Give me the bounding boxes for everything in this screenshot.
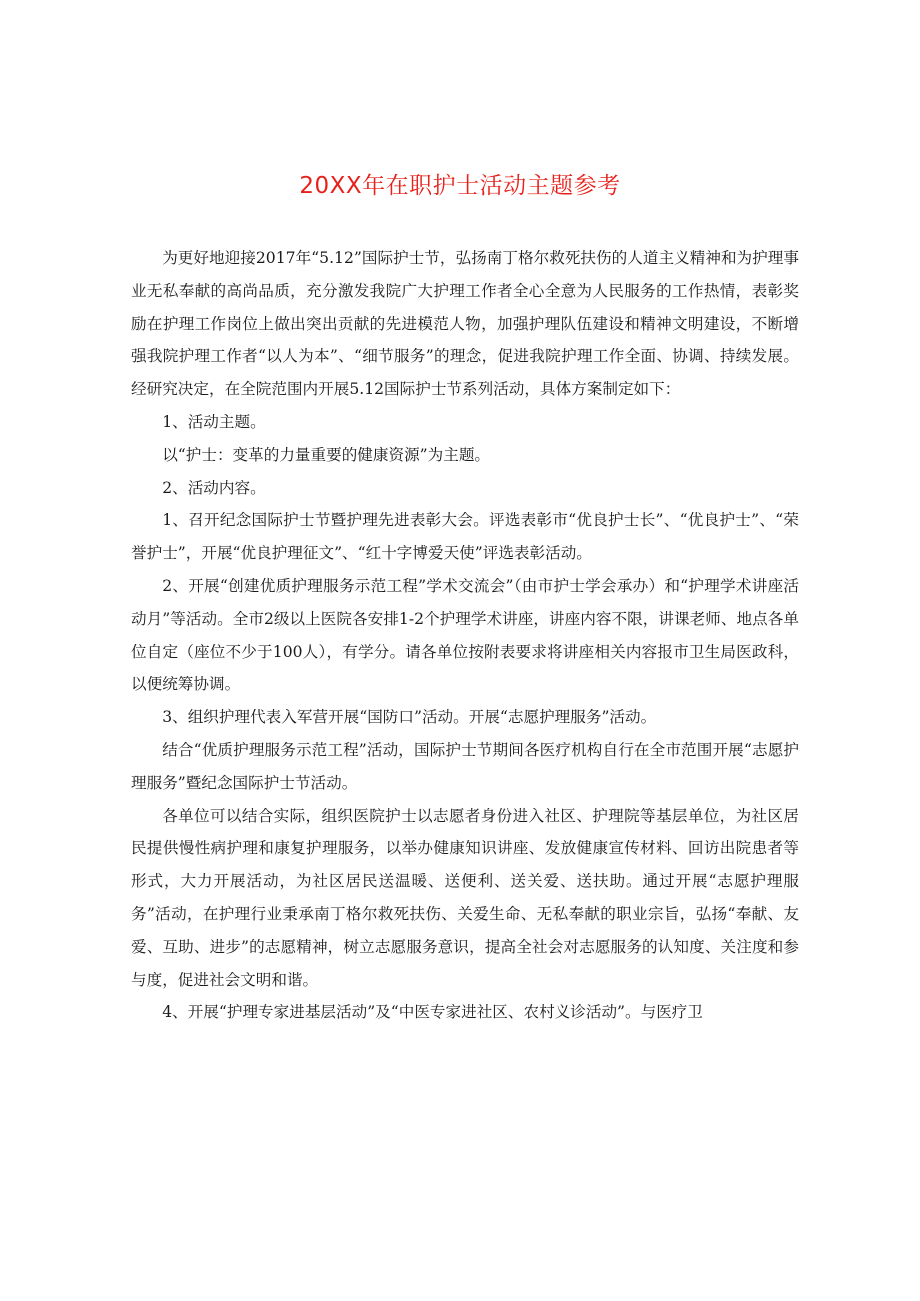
intro-paragraph: 为更好地迎接2017年“5.12”国际护士节，弘扬南丁格尔救死扶伤的人道主义精神和为护理事业无私奉献的高尚品质，充分激发我院广大护理工作者全心全意为人民服务的工作热情，表彰奖励在护理工作岗位上做出突出贡献的先进模范人物，加强护理队伍建设和精神文明建设，不断增强我院护理工作者“以人为本”、“细节服务”的理念，促进我院护理工作全面、协调、持续发展。经研究决定，在全院范围内开展5.12国际护士节系列活动，具体方案制定如下： <box>131 249 799 399</box>
section-heading-content: 2、活动内容。 <box>162 478 266 497</box>
community-paragraph: 各单位可以结合实际，组织医院护士以志愿者身份进入社区、护理院等基层单位，为社区居民提供慢性病护理和康复护理服务，以举办健康知识讲座、发放健康宣传材料、回访出院患者等形式，大力开展活动，为社区居民送温暖、送便利、送关爱、送扶助。通过开展“志愿护理服务”活动，在护理行业秉承南丁格尔救死扶伤、关爱生命、无私奉献的职业宗旨，弘扬“奉献、友爱、互助、进步”的志愿精神，树立志愿服务意识，提高全社会对志愿服务的认知度、关注度和参与度，促进社会文明和谐。 <box>131 806 799 989</box>
content-item-3: 3、组织护理代表入军营开展“国防口”活动。开展“志愿护理服务”活动。 <box>162 708 657 727</box>
section-heading-theme: 1、活动主题。 <box>162 412 266 431</box>
volunteer-paragraph: 结合“优质护理服务示范工程”活动，国际护士节期间各医疗机构自行在全市范围开展“志愿护理服务”暨纪念国际护士节活动。 <box>131 740 799 792</box>
content-item-2: 2、开展“创建优质护理服务示范工程”学术交流会”（由市护士学会承办）和“护理学术讲座活动月”等活动。全市2级以上医院各安排1-2个护理学术讲座，讲座内容不限，讲课老师、地点各单位自定（座位不少于100人），有学分。请各单位按附表要求将讲座相关内容报市卫生局医政科，以便统筹协调。 <box>131 576 799 694</box>
document-body <box>131 242 799 1029</box>
document-title: 20XX年在职护士活动主题参考 <box>299 173 621 199</box>
content-item-4: 4、开展“护理专家进基层活动”及“中医专家进社区、农村义诊活动”。与医疗卫 <box>162 1003 703 1022</box>
content-item-1: 1、召开纪念国际护士节暨护理先进表彰大会。评选表彰市“优良护士长”、“优良护士”、“荣誉护士”，开展“优良护理征文”、“红十字博爱天使”评选表彰活动。 <box>131 511 799 563</box>
theme-paragraph: 以“护士：变革的力量重要的健康资源”为主题。 <box>162 445 491 464</box>
